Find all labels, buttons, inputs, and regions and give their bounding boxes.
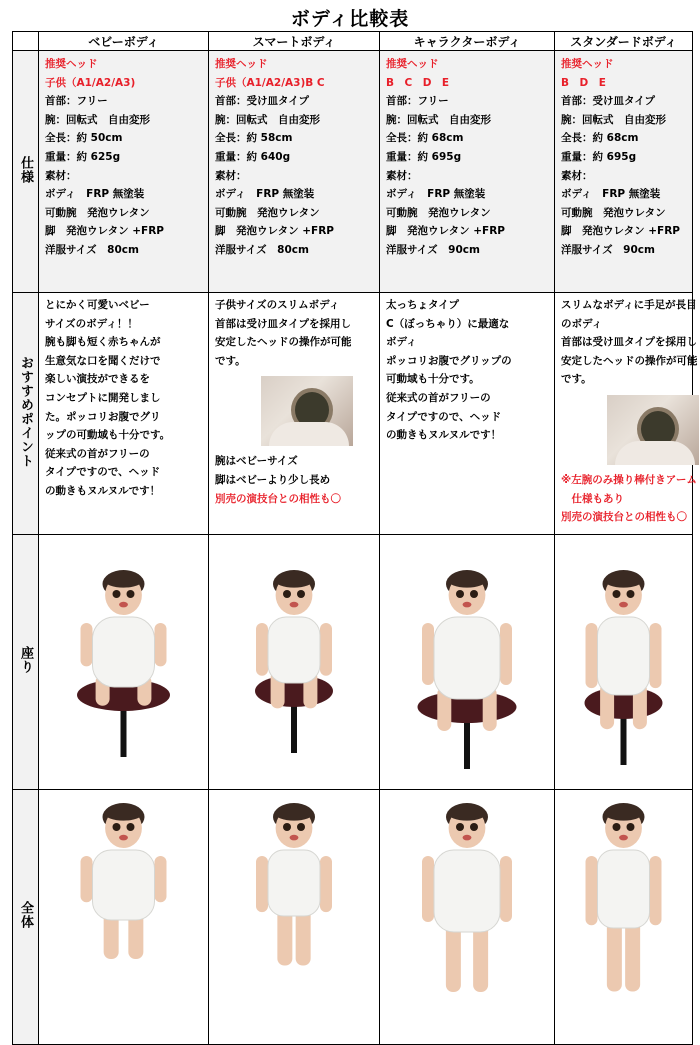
arm [81,856,93,902]
arm [422,856,434,922]
standing-puppet-figure [209,790,379,1032]
spec-line: 腕：回転式 自由変形 [215,113,320,126]
arm [256,856,268,912]
recommend-line: です。 [215,354,246,367]
arm [586,623,598,688]
corner-cell [13,32,39,51]
spec-line: 洋服サイズ 80cm [215,243,309,256]
spec-line: ボディ FRP 無塗装 [561,188,661,201]
recommended-head-value: B C D E [386,76,450,89]
recommend-line: 脚はベビーより少し長め [215,473,331,486]
page-title: ボディ比較表 [290,8,410,30]
neck-closeup-photo [607,395,699,465]
recommend-line: のボディ [561,317,603,330]
recommend-line: サイズのボディ！！ [45,317,138,330]
spec-line: 全長：約 50cm [45,132,123,145]
puppet-body [268,617,320,683]
recommend-line: ポッコリお腹でグリップの [386,354,512,367]
eye [297,590,305,598]
spec-line: 全長：約 68cm [561,132,639,145]
recommend-line: 太っちょタイプ [386,299,459,311]
recommend-cell-character [380,293,555,535]
recommend-line: 安定したヘッドの操作が可能 [215,336,352,349]
spec-cell-character [380,51,555,293]
spec-line: 脚 発泡ウレタン +FRP [386,225,505,238]
recommend-line: の動きもヌルヌルです！ [45,484,161,497]
sitting-row [13,535,693,790]
puppet-body [434,850,500,932]
arm [500,623,512,685]
puppet-body [598,617,650,695]
spec-line: 可動腕 発泡ウレタン [45,206,150,219]
recommend-cell-smart [209,293,380,535]
standing-puppet-figure [39,790,208,1028]
sitting-puppet-figure [380,535,554,781]
spec-line: 重量：約 695g [386,150,462,163]
spec-line: 素材： [215,169,247,182]
sitting-puppet-figure [209,535,379,777]
spec-cell-standard [555,51,693,293]
sitting-puppet-figure [555,535,692,785]
arm [586,856,598,925]
spec-line: ボディ FRP 無塗装 [45,188,145,201]
recommend-cell-baby [39,293,209,535]
spec-line: 脚 発泡ウレタン +FRP [45,225,164,238]
recommend-line: ップの可動域も十分です。 [45,429,171,442]
spec-line: 腕：回転式 自由変形 [45,113,150,126]
recommend-line: スリムなボディに手足が長目 [561,299,697,311]
spec-cell-baby [39,51,209,293]
mouth [463,835,472,841]
eye [283,823,291,831]
header-row [13,32,693,51]
row-label-recommend: おすすめポイント [13,293,39,535]
recommend-row [13,293,693,535]
spec-line: 洋服サイズ 90cm [561,243,655,256]
eye [113,590,121,598]
spec-line: ボディ FRP 無塗装 [386,188,486,201]
spec-line: 首部：受け皿タイプ [561,95,655,108]
recommend-line: 安定したヘッドの操作が可能 [561,354,698,367]
mouth [290,602,299,608]
sitting-puppet-figure [39,535,208,773]
recommend-line: 子供サイズのスリムボディ [215,299,340,311]
column-header-standard: スタンダードボディ [555,32,693,51]
eye [613,590,621,598]
recommended-head-value: 子供（A1/A2/A3) [45,76,136,89]
eye [297,823,305,831]
recommend-line: 首部は受け皿タイプを採用し [561,336,697,349]
full-photo-baby [39,790,209,1045]
mouth [619,835,628,841]
row-label-spec: 仕様 [13,51,39,293]
recommend-line: 腕はベビーサイズ [215,455,298,468]
comparison-table [12,31,698,1045]
arm [320,856,332,912]
mouth [619,602,628,608]
eye [283,590,291,598]
spec-line: 洋服サイズ 90cm [386,243,480,256]
spec-line: 可動腕 発泡ウレタン [215,206,320,219]
row-label-full: 全体 [13,790,39,1045]
full-row [13,790,693,1045]
arm [256,623,268,676]
spec-line: 素材： [561,169,593,182]
puppet-body [268,850,320,916]
arm [650,856,662,925]
eye [456,823,464,831]
arm [155,623,167,666]
recommend-note: 別売の演技台との相性も〇 [215,492,341,505]
standing-puppet-figure [555,790,692,1040]
arm [500,856,512,922]
spec-cell-smart [209,51,380,293]
sitting-photo-baby [39,535,209,790]
leg [625,918,640,992]
spec-line: 首部：フリー [45,95,108,108]
sitting-photo-smart [209,535,380,790]
spec-row [13,51,693,293]
spec-line: 腕：回転式 自由変形 [561,113,666,126]
sitting-photo-standard [555,535,693,790]
recommend-line: 従来式の首がフリーの [45,447,150,460]
spec-line: 素材： [45,169,77,182]
recommend-line: た。ポッコリお腹でグリ [45,410,161,423]
recommend-line: C（ぼっちゃり）に最適な [386,317,510,330]
recommend-line: です。 [561,373,592,386]
recommend-line: 腕も脚も短く赤ちゃんが [45,336,161,349]
recommend-line: 楽しい演技ができるを [45,373,150,386]
recommend-note: 別売の演技台との相性も〇 [561,511,687,524]
spec-line: 素材： [386,169,418,182]
recommend-note: ※左腕のみ操り棒付きアーム [561,473,697,486]
column-header-character: キャラクターボディ [380,32,555,51]
arm [155,856,167,902]
recommended-head-value: 子供（A1/A2/A3)B C [215,76,325,89]
eye [456,590,464,598]
arm [320,623,332,676]
recommend-line: タイプですので、ヘッド [45,466,161,479]
recommend-line: 従来式の首がフリーの [386,391,491,404]
recommend-line: 首部は受け皿タイプを採用し [215,317,351,330]
row-label-sitting: 座り [13,535,39,790]
eye [127,823,135,831]
puppet-body [93,617,155,687]
recommend-line: タイプですので、ヘッド [386,410,502,423]
recommended-head-label: 推奨ヘッド [386,58,439,70]
full-photo-character [380,790,555,1045]
spec-line: 首部：受け皿タイプ [215,95,309,108]
recommend-line: とにかく可愛いベビー [45,299,150,311]
leg [607,918,622,992]
column-header-smart: スマートボディ [209,32,380,51]
spec-line: 重量：約 695g [561,150,637,163]
mouth [119,835,128,841]
recommend-cell-standard [555,293,698,535]
eye [127,590,135,598]
spec-line: ボディ FRP 無塗装 [215,188,315,201]
recommended-head-label: 推奨ヘッド [215,58,268,70]
recommended-head-label: 推奨ヘッド [45,58,98,70]
recommend-line: ボディ [386,336,417,349]
spec-line: 脚 発泡ウレタン +FRP [215,225,334,238]
spec-line: 洋服サイズ 80cm [45,243,139,256]
sitting-photo-character [380,535,555,790]
recommended-head-label: 推奨ヘッド [561,58,614,70]
spec-line: 可動腕 発泡ウレタン [561,206,666,219]
mouth [290,835,299,841]
arm [422,623,434,685]
spec-line: 可動腕 発泡ウレタン [386,206,491,219]
spec-line: 首部：フリー [386,95,449,108]
arm [81,623,93,666]
spec-line: 全長：約 58cm [215,132,293,145]
recommend-note: 仕様もあり [561,492,624,505]
full-photo-smart [209,790,380,1045]
eye [113,823,121,831]
recommend-line: 生意気な口を聞くだけで [45,354,161,367]
recommended-head-value: B D E [561,76,606,89]
mouth [463,602,472,608]
eye [613,823,621,831]
neck-closeup-photo [261,376,353,446]
spec-line: 腕：回転式 自由変形 [386,113,491,126]
spec-line: 全長：約 68cm [386,132,464,145]
spec-line: 重量：約 625g [45,150,121,163]
eye [627,823,635,831]
mouth [119,602,128,608]
eye [470,590,478,598]
full-photo-standard [555,790,693,1045]
arm [650,623,662,688]
spec-line: 脚 発泡ウレタン +FRP [561,225,680,238]
recommend-line: 可動域も十分です。 [386,373,480,386]
spec-line: 重量：約 640g [215,150,291,163]
eye [470,823,478,831]
standing-puppet-figure [380,790,554,1036]
column-header-baby: ベビーボディ [39,32,209,51]
recommend-line: の動きもヌルヌルです！ [386,429,502,442]
puppet-body [434,617,500,699]
puppet-body [93,850,155,920]
puppet-body [598,850,650,928]
recommend-line: コンセプトに開発しまし [45,391,161,404]
eye [627,590,635,598]
